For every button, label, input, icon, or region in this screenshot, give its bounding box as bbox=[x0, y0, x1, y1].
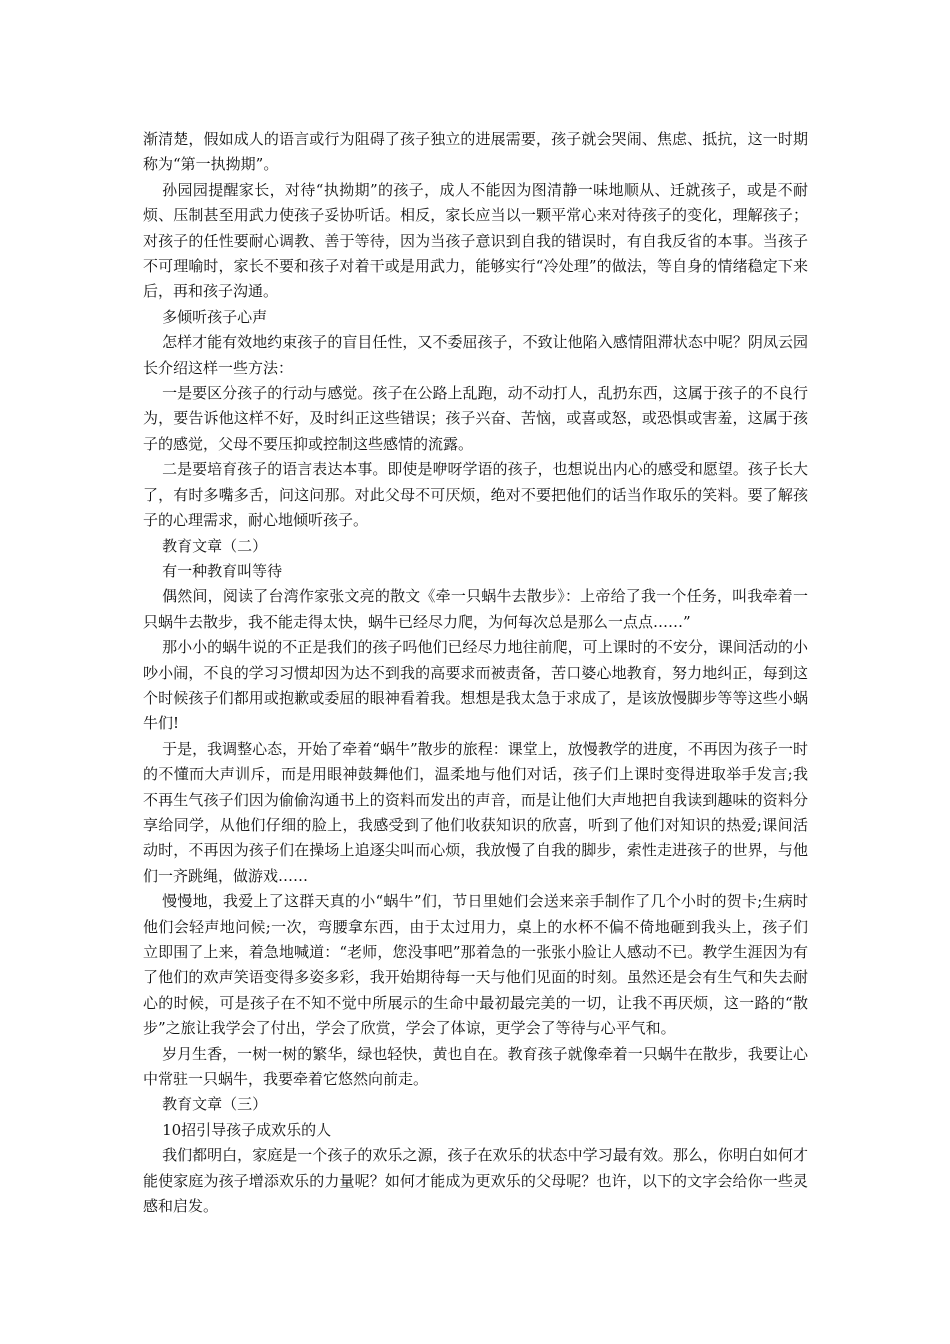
paragraph: 渐清楚，假如成人的语言或行为阻碍了孩子独立的进展需要，孩子就会哭闹、焦虑、抵抗，这一时期称为“第一执拗期”。 bbox=[143, 130, 808, 174]
paragraph: 我们都明白，家庭是一个孩子的欢乐之源，孩子在欢乐的状态中学习最有效。那么，你明白如何才能使家庭为孩子增添欢乐的力量呢？如何才能成为更欢乐的父母呢？也许，以下的文字会给你一些灵感和启发。 bbox=[143, 1146, 808, 1216]
document-page bbox=[143, 127, 808, 1219]
paragraph: 慢慢地，我爱上了这群天真的小“蜗牛”们，节日里她们会送来亲手制作了几个小时的贺卡;生病时他们会轻声地问候;一次，弯腰拿东西，由于太过用力，桌上的水杯不偏不倚地砸到我头上，孩子们立即围了上来，着急地喊道：“老师，您没事吧”那着急的一张张小脸让人感动不已。教学生涯因为有了他们的欢声笑语变得多姿多彩，我开始期待每一天与他们见面的时刻。虽然还是会有生气和失去耐心的时候，可是孩子在不知不觉中所展示的生命中最初最完美的一切，让我不再厌烦，这一路的“散步”之旅让我学会了付出，学会了欣赏，学会了体谅，更学会了等待与心平气和。 bbox=[143, 892, 808, 1038]
paragraph: 于是，我调整心态，开始了牵着“蜗牛”散步的旅程：课堂上，放慢教学的进度，不再因为孩子一时的不懂而大声训斥，而是用眼神鼓舞他们，温柔地与他们对话，孩子们上课时变得进取举手发言;我不再生气孩子们因为偷偷沟通书上的资料而发出的声音，而是让他们大声地把自我读到趣味的资料分享给同学，从他们仔细的脸上，我感受到了他们收获知识的欣喜，听到了他们对知识的热爱;课间活动时，不再因为孩子们在操场上追逐尖叫而心烦，我放慢了自我的脚步，索性走进孩子的世界，与他们一齐跳绳，做游戏…… bbox=[143, 739, 808, 885]
paragraph: 孙园园提醒家长，对待“执拗期”的孩子，成人不能因为图清静一味地顺从、迁就孩子，或是不耐烦、压制甚至用武力使孩子妥协听话。相反，家长应当以一颗平常心来对待孩子的变化，理解孩子；对孩子的任性要耐心调教、善于等待，因为当孩子意识到自我的错误时，有自我反省的本事。当孩子不可理喻时，家长不要和孩子对着干或是用武力，能够实行“冷处理”的做法，等自身的情绪稳定下来后，再和孩子沟通。 bbox=[143, 180, 808, 301]
article-heading: 教育文章（二） bbox=[162, 536, 268, 555]
article-title: 10招引导孩子成欢乐的人 bbox=[162, 1120, 332, 1139]
paragraph: 那小小的蜗牛说的不正是我们的孩子吗他们已经尽力地往前爬，可上课时的不安分，课间活动的小吵小闹，不良的学习习惯却因为达不到我的高要求而被责备，苦口婆心地教育，努力地纠正，每到这个时候孩子们都用或抱歉或委屈的眼神看着我。想想是我太急于求成了，是该放慢脚步等等这些小蜗牛们! bbox=[143, 638, 808, 733]
paragraph: 二是要培育孩子的语言表达本事。即使是咿呀学语的孩子，也想说出内心的感受和愿望。孩子长大了，有时多嘴多舌，问这问那。对此父母不可厌烦，绝对不要把他们的话当作取乐的笑料。要了解孩子的心理需求，耐心地倾听孩子。 bbox=[143, 460, 808, 530]
paragraph: 怎样才能有效地约束孩子的盲目任性，又不委屈孩子，不致让他陷入感情阻滞状态中呢？阴凤云园长介绍这样一些方法： bbox=[143, 333, 808, 377]
paragraph: 一是要区分孩子的行动与感觉。孩子在公路上乱跑，动不动打人，乱扔东西，这属于孩子的不良行为，要告诉他这样不好，及时纠正这些错误；孩子兴奋、苦恼，或喜或怒，或恐惧或害羞，这属于孩子的感觉，父母不要压抑或控制这些感情的流露。 bbox=[143, 384, 808, 453]
paragraph: 岁月生香，一树一树的繁华，绿也轻快，黄也自在。教育孩子就像牵着一只蜗牛在散步，我要让心中常驻一只蜗牛，我要牵着它悠然向前走。 bbox=[143, 1044, 808, 1089]
section-heading: 多倾听孩子心声 bbox=[162, 307, 268, 326]
paragraph: 偶然间，阅读了台湾作家张文亮的散文《牵一只蜗牛去散步》：上帝给了我一个任务，叫我牵着一只蜗牛去散步，我不能走得太快，蜗牛已经尽力爬，为何每次总是那么一点点……” bbox=[143, 587, 808, 631]
article-heading: 教育文章（三） bbox=[162, 1095, 268, 1114]
article-title: 有一种教育叫等待 bbox=[162, 561, 283, 580]
